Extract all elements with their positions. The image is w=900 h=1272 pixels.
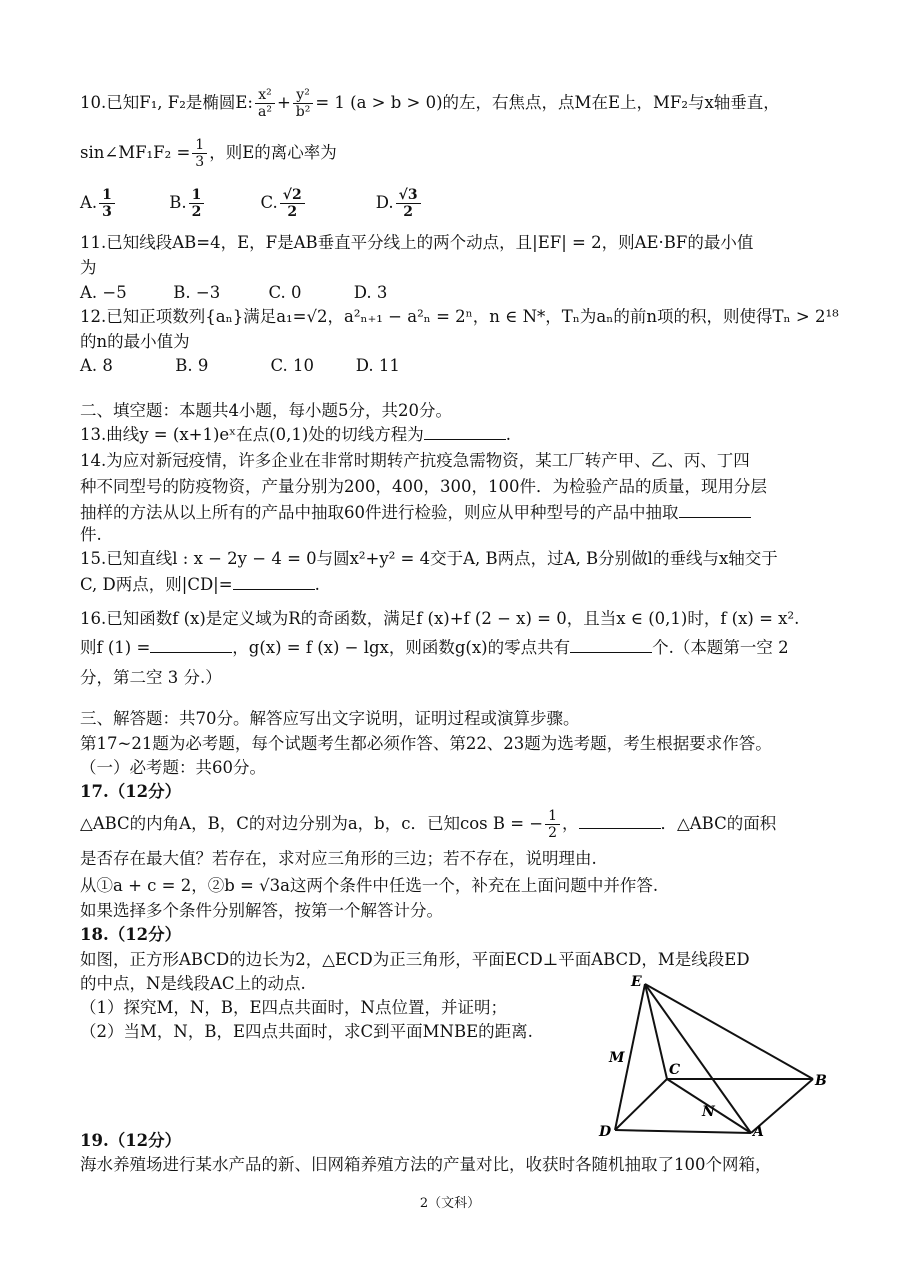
question-17-line-4: 如果选择多个条件分别解答，按第一个解答计分。 (80, 901, 443, 920)
question-15-line-2: C, D两点，则|CD|= . (80, 575, 320, 594)
q11-option-b[interactable]: B. −3 (173, 283, 221, 302)
q16-blank-2[interactable] (570, 636, 652, 653)
question-19-heading: 19.（12分） (80, 1131, 182, 1150)
q14-answer-blank[interactable] (679, 501, 751, 518)
pyramid-figure (595, 970, 835, 1140)
question-14-line-4: 件. (80, 525, 102, 544)
page-footer: 2（文科） (419, 1196, 481, 1211)
question-16-line-1: 16.已知函数f (x)是定义域为R的奇函数，满足f (x)+f (2 − x) = 0，且当x ∈ (0,1)时，f (x) = x². (80, 609, 800, 628)
q12-option-a[interactable]: A. 8 (80, 356, 113, 375)
question-18-line-4: （2）当M，N，B，E四点共面时，求C到平面MNBE的距离. (80, 1022, 533, 1041)
q12-option-b[interactable]: B. 9 (175, 356, 209, 375)
label-d: D (599, 1124, 612, 1140)
question-13: 13.曲线y = (x+1)eˣ在点(0,1)处的切线方程为 . (80, 425, 512, 444)
question-17-line-1: △ABC的内角A，B，C的对边分别为a，b，c．已知cos B = − $\frac{1}{2}$ ， ．△ABC的面积 (80, 808, 777, 841)
q11-option-d[interactable]: D. 3 (353, 283, 388, 302)
q10-option-c[interactable]: C. $\frac{√2}{2}$ (261, 187, 371, 220)
question-19-line-1: 海水养殖场进行某水产品的新、旧网箱养殖方法的产量对比，收获时各随机抽取了100个网箱， (80, 1155, 772, 1174)
question-12-stem: 12.已知正项数列{aₙ}满足a₁=√2，a²ₙ₊₁ − a²ₙ = 2ⁿ，n ∈ N*，Tₙ为aₙ的前n项的积，则使得Tₙ > 2¹⁸ (80, 307, 839, 326)
label-n: N (702, 1104, 715, 1120)
question-14-line-2: 种不同型号的防疫物资，产量分别为200，400，300，100件．为检验产品的质量，现用分层 (80, 477, 767, 496)
q10-option-b[interactable]: B. $\frac{1}{2}$ (169, 187, 255, 220)
section-3-title: 三、解答题：共70分。解答应写出文字说明，证明过程或演算步骤。 (80, 709, 580, 728)
question-16-line-3: 分，第二空 3 分.） (80, 668, 222, 687)
label-e: E (631, 974, 642, 990)
question-14-line-1: 14.为应对新冠疫情，许多企业在非常时期转产抗疫急需物资，某工厂转产甲、乙、丙、丁四 (80, 451, 750, 470)
question-11-stem: 11.已知线段AB=4，E，F是AB垂直平分线上的两个动点，且|EF| = 2，则AE·BF的最小值 (80, 233, 754, 252)
question-11-options (80, 280, 820, 306)
q10-stem: 10.已知F₁, F₂是椭圆E: (80, 93, 253, 112)
edge-dc (615, 1079, 667, 1130)
q12-option-c[interactable]: C. 10 (270, 356, 315, 375)
label-a: A (753, 1124, 764, 1140)
q13-answer-blank[interactable] (424, 423, 506, 440)
question-14-line-3: 抽样的方法从以上所有的产品中抽取60件进行检验，则应从甲种型号的产品中抽取 (80, 500, 820, 526)
question-16-line-2: 则f (1) = ，g(x) = f (x) − lgx，则函数g(x)的零点共有 个.（本题第一空 2 (80, 638, 789, 657)
q11-option-a[interactable]: A. −5 (80, 283, 127, 302)
y-fraction: $\frac{\text{y²}}{\text{b²}}$ (293, 87, 314, 120)
question-12-stem-cont: 的n的最小值为 (80, 332, 190, 351)
question-10-options (80, 187, 820, 220)
question-18-line-1: 如图，正方形ABCD的边长为2，△ECD为正三角形，平面ECD⊥平面ABCD，M是线段ED (80, 950, 750, 969)
q15-answer-blank[interactable] (233, 573, 315, 590)
q10-option-d[interactable]: D. $\frac{√3}{2}$ (376, 187, 423, 220)
label-c: C (669, 1062, 681, 1078)
edge-ea (645, 984, 751, 1133)
label-m: M (609, 1050, 625, 1066)
q10-option-a[interactable]: A. $\frac{1}{3}$ (80, 187, 164, 220)
question-18-line-2: 的中点，N是线段AC上的动点. (80, 974, 306, 993)
question-17-heading: 17.（12分） (80, 782, 182, 801)
question-10-line-1: 10.已知F₁, F₂是椭圆E: $\frac{\text{x²}}{\text{a²}}$ + $\frac{\text{y²}}{\text{b²}}$ = 1 (a > b > 0)的左，右焦点，点M在E上，MF₂与x轴垂直， (80, 87, 780, 120)
section-3-subsection: （一）必考题：共60分。 (80, 758, 266, 777)
question-10-line-2: sin∠MF₁F₂ = $\frac{1}{3}$ ，则E的离心率为 (80, 137, 337, 170)
q11-option-c[interactable]: C. 0 (268, 283, 302, 302)
section-2-title: 二、填空题：本题共4小题，每小题5分，共20分。 (80, 401, 452, 420)
question-17-line-3: 从①a + c = 2，②b = √3a这两个条件中任选一个，补充在上面问题中并作答. (80, 876, 659, 895)
section-3-instructions: 第17~21题为必考题，每个试题考生都必须作答、第22、23题为选考题，考生根据要求作答。 (80, 734, 772, 753)
x-fraction: $\frac{\text{x²}}{\text{a²}}$ (255, 87, 275, 120)
question-18-line-3: （1）探究M，N，B，E四点共面时，N点位置，并证明； (80, 998, 507, 1017)
question-15-line-1: 15.已知直线l : x − 2y − 4 = 0与圆x²+y² = 4交于A, B两点，过A, B分别做l的垂线与x轴交于 (80, 549, 778, 568)
question-18-heading: 18.（12分） (80, 925, 182, 944)
question-12-options (80, 353, 820, 379)
q16-blank-1[interactable] (150, 636, 232, 653)
q17-condition-blank[interactable] (579, 812, 661, 829)
question-17-line-2: 是否存在最大值？若存在，求对应三角形的三边；若不存在，说明理由. (80, 849, 597, 868)
q12-option-d[interactable]: D. 11 (355, 356, 400, 375)
question-11-stem-cont: 为 (80, 258, 97, 277)
label-b: B (815, 1073, 827, 1089)
sin-fraction: $\frac{1}{3}$ (192, 137, 207, 170)
